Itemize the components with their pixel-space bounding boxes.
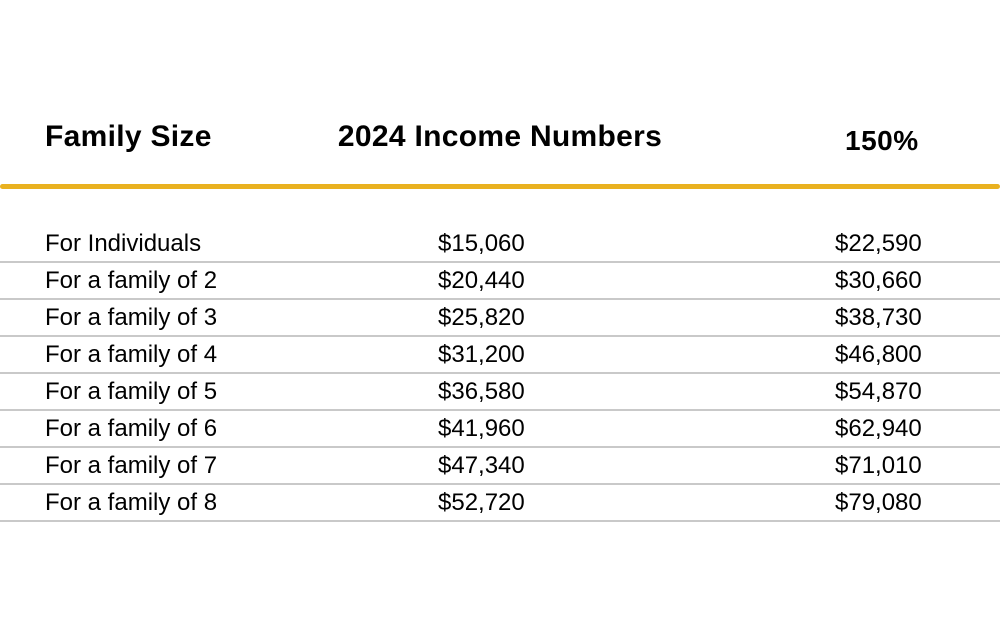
table-row xyxy=(0,485,1000,522)
header-150-percent: 150% xyxy=(845,125,919,156)
row-150-percent: $79,080 xyxy=(835,488,922,516)
row-150-percent: $62,940 xyxy=(835,414,922,442)
row-label: For a family of 2 xyxy=(45,266,218,294)
row-income-2024: $41,960 xyxy=(438,414,525,442)
row-income-2024: $25,820 xyxy=(438,303,525,331)
table-row xyxy=(0,300,1000,337)
row-income-2024: $31,200 xyxy=(438,340,525,368)
row-150-percent: $46,800 xyxy=(835,340,922,368)
row-income-2024: $52,720 xyxy=(438,488,525,516)
table-row xyxy=(0,448,1000,485)
table-row xyxy=(0,374,1000,411)
row-label: For a family of 4 xyxy=(45,340,218,368)
table-row xyxy=(0,411,1000,448)
table-body xyxy=(0,226,1000,522)
table-row xyxy=(0,337,1000,374)
row-150-percent: $30,660 xyxy=(835,266,922,294)
row-150-percent: $54,870 xyxy=(835,377,922,405)
row-150-percent: $38,730 xyxy=(835,303,922,331)
header-divider xyxy=(0,184,1000,189)
header-family-size: Family Size xyxy=(45,120,212,153)
row-label: For a family of 6 xyxy=(45,414,218,442)
row-label: For a family of 3 xyxy=(45,303,218,331)
row-label: For a family of 5 xyxy=(45,377,218,405)
row-label: For a family of 8 xyxy=(45,488,218,516)
header-income-numbers: 2024 Income Numbers xyxy=(337,120,663,153)
row-income-2024: $36,580 xyxy=(438,377,525,405)
row-income-2024: $15,060 xyxy=(438,229,525,257)
table-row xyxy=(0,263,1000,300)
table-row xyxy=(0,226,1000,263)
row-150-percent: $71,010 xyxy=(835,451,922,479)
row-150-percent: $22,590 xyxy=(835,229,922,257)
row-label: For Individuals xyxy=(45,229,202,257)
row-income-2024: $20,440 xyxy=(438,266,525,294)
row-label: For a family of 7 xyxy=(45,451,218,479)
row-income-2024: $47,340 xyxy=(438,451,525,479)
table-header xyxy=(0,118,1000,166)
